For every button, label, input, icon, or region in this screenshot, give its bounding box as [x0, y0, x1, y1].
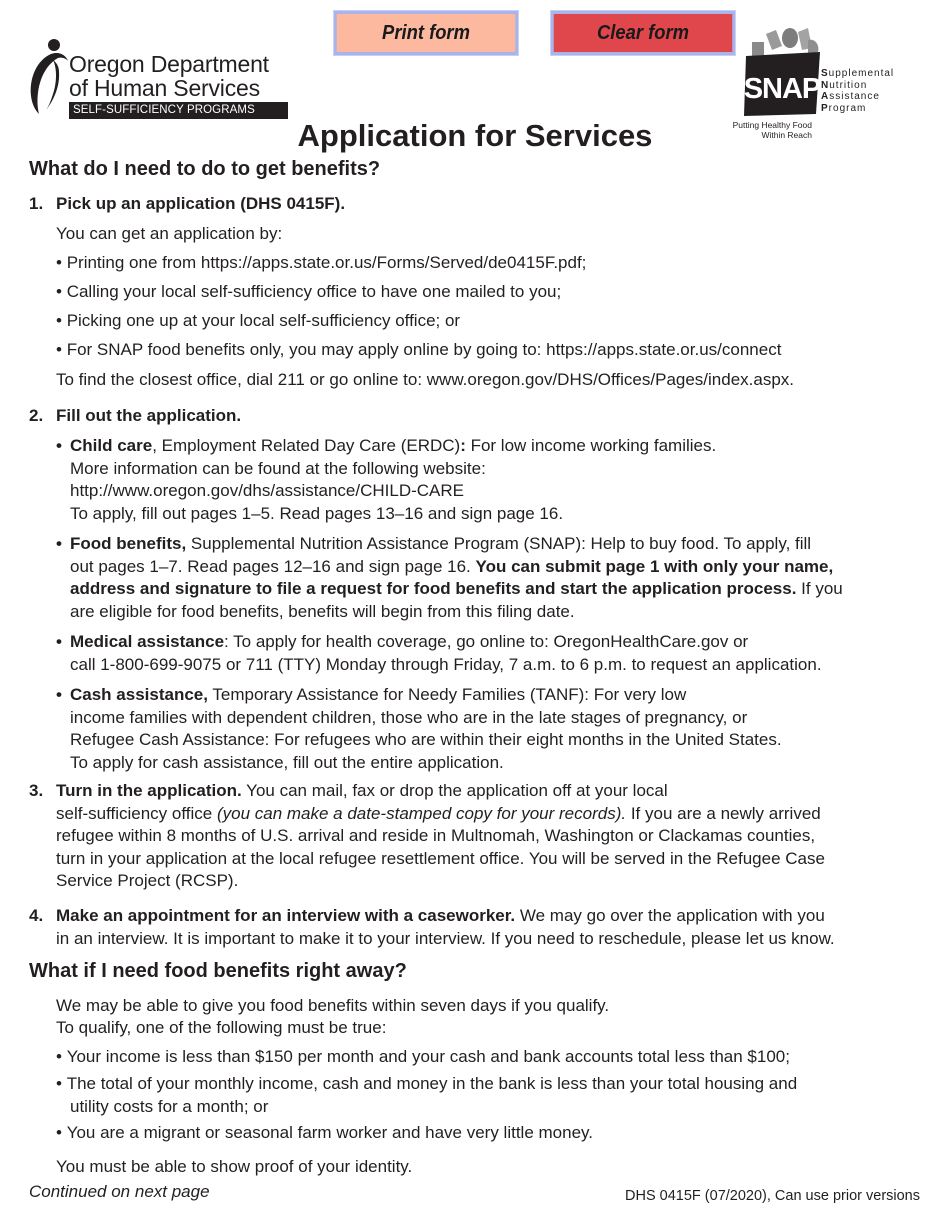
snap-program-words: Supplemental Nutrition Assistance Program	[821, 68, 895, 114]
clear-form-button[interactable]: Clear form	[551, 11, 735, 55]
list-item: • Calling your local self-sufficiency office to have one mailed to you;	[56, 282, 562, 301]
snap-grocery-bag-icon	[742, 26, 822, 118]
step-1-number: 1.	[29, 194, 44, 213]
print-form-button[interactable]: Print form	[334, 11, 518, 55]
list-item: • Your income is less than $150 per month and your cash and bank accounts total less than $100;	[56, 1047, 790, 1066]
odhs-figure-icon	[27, 38, 69, 114]
step-2-title: Fill out the application.	[56, 406, 242, 425]
list-item: • You are a migrant or seasonal farm worker and have very little money.	[56, 1123, 593, 1142]
food-intro-line1: We may be able to give you food benefits within seven days if you qualify.	[56, 996, 610, 1015]
section-heading-food-right-away: What if I need food benefits right away?	[29, 960, 407, 982]
step-2-number: 2.	[29, 406, 44, 425]
agency-name-line1: Oregon Department	[69, 51, 269, 77]
snap-tagline: Putting Healthy Food Within Reach	[732, 120, 812, 140]
form-id: DHS 0415F (07/2020), Can use prior versions	[625, 1188, 920, 1204]
step-4-number: 4.	[29, 906, 44, 925]
section-heading-benefits: What do I need to do to get benefits?	[29, 158, 381, 180]
list-item: • For SNAP food benefits only, you may apply online by going to: https://apps.state.or.us/connect	[56, 340, 782, 359]
step-3-number: 3.	[29, 781, 44, 800]
step-1-closing: To find the closest office, dial 211 or go online to: www.oregon.gov/DHS/Offices/Pages/index.aspx.	[56, 370, 795, 389]
snap-logo-text: SNAP	[743, 73, 821, 105]
list-item: • Printing one from https://apps.state.or.us/Forms/Served/de0415F.pdf;	[56, 253, 587, 272]
step-1-intro: You can get an application by:	[56, 224, 283, 243]
agency-program-bar: SELF-SUFFICIENCY PROGRAMS	[69, 102, 288, 119]
continued-note: Continued on next page	[29, 1182, 210, 1201]
step-1-title: Pick up an application (DHS 0415F).	[56, 194, 346, 213]
agency-name	[69, 52, 269, 100]
food-intro-line2: To qualify, one of the following must be true:	[56, 1018, 387, 1037]
page-title: Application for Services	[297, 118, 653, 153]
agency-name-line2: of Human Services	[69, 75, 260, 101]
food-closing: You must be able to show proof of your identity.	[56, 1157, 413, 1176]
list-item: • Picking one up at your local self-sufficiency office; or	[56, 311, 461, 330]
